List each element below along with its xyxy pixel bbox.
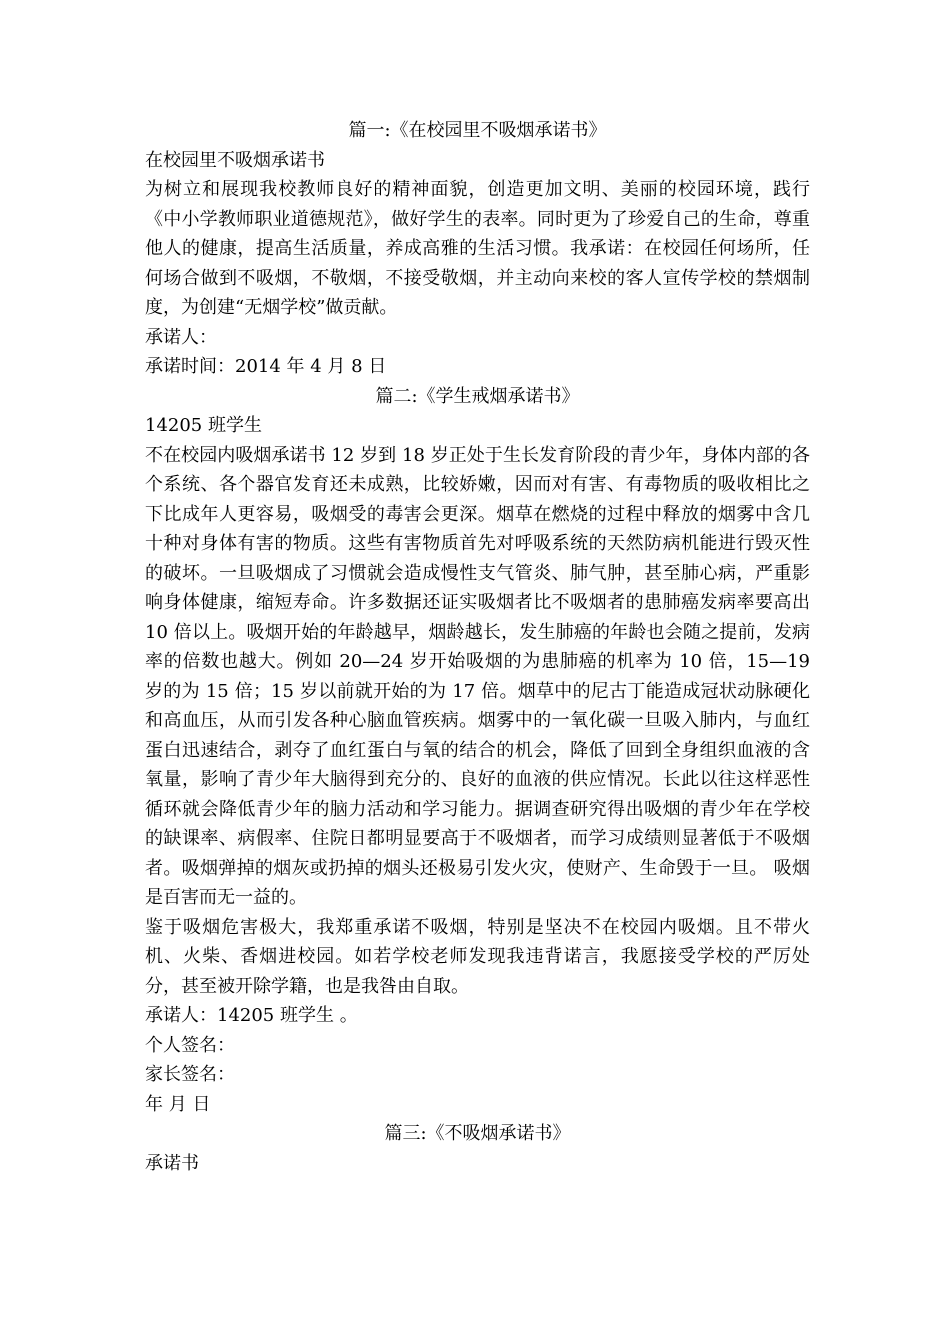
section-2-class-line: 14205 班学生 — [145, 415, 262, 436]
section-1-promisor: 承诺人： — [145, 326, 217, 348]
section-3-title: 承诺书 — [145, 1152, 199, 1174]
section-1-title: 在校园里不吸烟承诺书 — [145, 149, 325, 171]
section-2-date-line: 年 月 日 — [145, 1093, 211, 1115]
section-2-promisor: 承诺人：14205 班学生 。 — [145, 1005, 358, 1026]
section-2-heading: 篇二:《学生戒烟承诺书》 — [375, 385, 580, 407]
section-2-pledge: 鉴于吸烟危害极大，我郑重承诺不吸烟，特别是坚决不在校园内吸烟。且不带火机、火柴、香烟进校园。如若学校老师发现我违背诺言，我愿接受学校的严厉处分，甚至被开除学籍，也是我咎由自取。 — [145, 916, 810, 997]
section-1-heading: 篇一:《在校园里不吸烟承诺书》 — [348, 120, 607, 141]
section-3-heading: 篇三:《不吸烟承诺书》 — [384, 1123, 571, 1144]
section-2-personal-signature: 个人签名： — [145, 1034, 235, 1056]
section-1-date: 承诺时间：2014 年 4 月 8 日 — [145, 356, 387, 377]
document-page — [145, 116, 810, 1178]
section-2-body: 不在校园内吸烟承诺书 12 岁到 18 岁正处于生长发育阶段的青少年，身体内部的各个系统、各个器官发育还未成熟，比较娇嫩，因而对有害、有毒物质的吸收相比之下比成年人更容易，吸烟受的毒害会更深。烟草在燃烧的过程中释放的烟雾中含几十种对身体有害的物质。这些有害物质首先对呼吸系统的天然防病机能进行毁灭性的破坏。一旦吸烟成了习惯就会造成慢性支气管炎、肺气肿，甚至肺心病，严重影响身体健康，缩短寿命。许多数据还证实吸烟者比不吸烟者的患肺癌发病率要高出 10 倍以上。吸烟开始的年龄越早，烟龄越长，发生肺癌的年龄也会随之提前，发病率的倍数也越大。例如 20—24 岁开始吸烟的为患肺癌的机率为 10 倍，15—19 岁的为 15 倍；15 岁以前就开始的为 17 倍。烟草中的尼古丁能造成冠状动脉硬化和高血压，从而引发各种心脑血管疾病。烟雾中的一氧化碳一旦吸入肺内，与血红蛋白迅速结合，剥夺了血红蛋白与氧的结合的机会，降低了回到全身组织血液的含氧量，影响了青少年大脑得到充分的、良好的血液的供应情况。长此以往这样恶性循环就会降低青少年的脑力活动和学习能力。据调查研究得出吸烟的青少年在学校的缺课率、病假率、住院日都明显要高于不吸烟者，而学习成绩则显著低于不吸烟者。吸烟弹掉的烟灰或扔掉的烟头还极易引发火灾，使财产、生命毁于一旦。 吸烟是百害而无一益的。 — [145, 444, 810, 908]
section-1-body: 为树立和展现我校教师良好的精神面貌，创造更加文明、美丽的校园环境，践行《中小学教师职业道德规范》，做好学生的表率。同时更为了珍爱自己的生命，尊重他人的健康，提高生活质量，养成高雅的生活习惯。我承诺：在校园任何场所，任何场合做到不吸烟，不敬烟，不接受敬烟，并主动向来校的客人宣传学校的禁烟制度，为创建“无烟学校”做贡献。 — [145, 179, 810, 318]
section-2-parent-signature: 家长签名： — [145, 1064, 235, 1085]
